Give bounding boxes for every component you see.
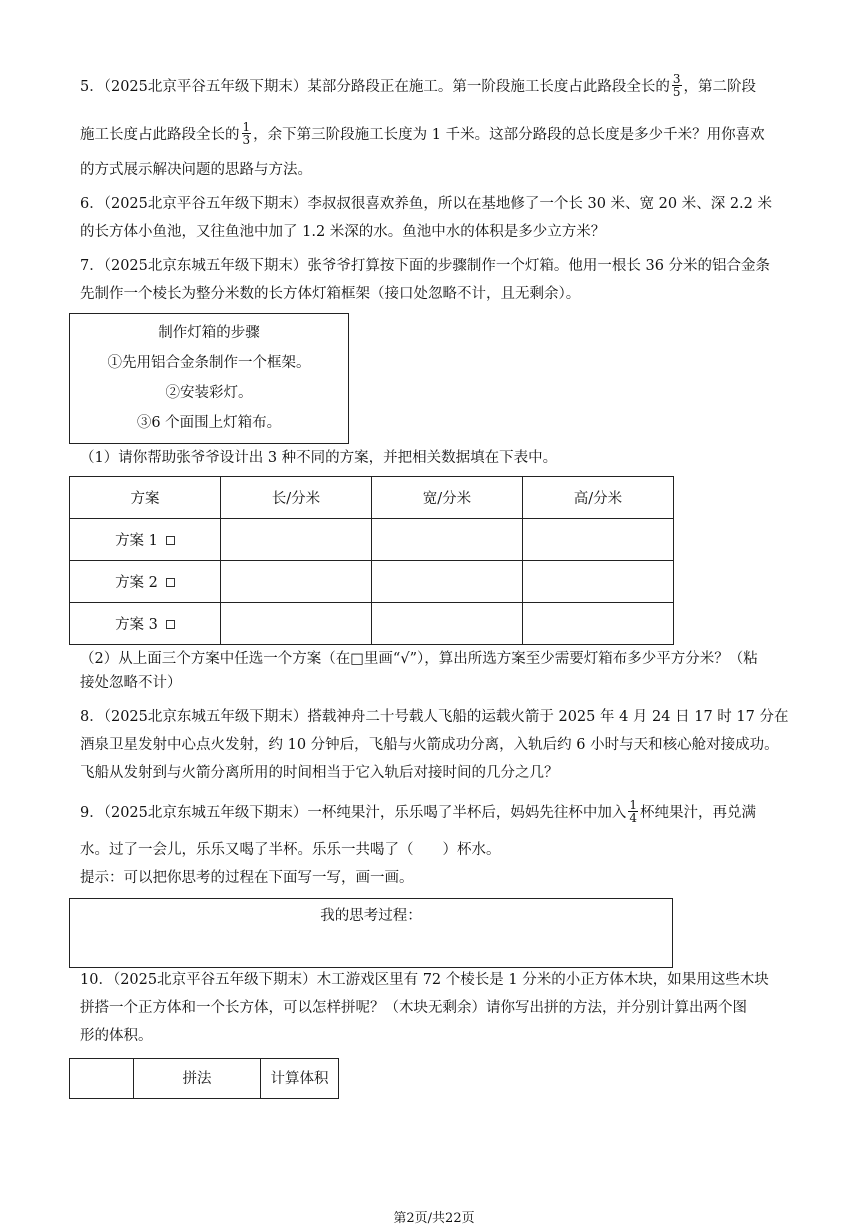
plan-3-label — [70, 603, 221, 645]
q7-text-2: 先制作一个棱长为整分米数的长方体灯箱框架（接口处忽略不计，且无剩余）。 — [80, 286, 581, 302]
q7-text-1: 7．（2025北京东城五年级下期末）张爷爷打算按下面的步骤制作一个灯箱。他用一根长 36 分米的铝合金条 — [80, 258, 771, 274]
plan-table-header-width: 宽/分米 — [371, 477, 522, 519]
stacking-table-header-volume: 计算体积 — [261, 1059, 339, 1099]
plan-2-text: 方案 2 — [115, 575, 158, 591]
plan-1-length-cell[interactable] — [220, 519, 371, 561]
question-7 — [80, 252, 792, 308]
q9-hint: 提示：可以把你思考的过程在下面写一写，画一画。 — [80, 870, 414, 886]
plan-3-width-cell[interactable] — [371, 603, 522, 645]
step-1: ①先用铝合金条制作一个框架。 — [107, 355, 311, 371]
plan-3-height-cell[interactable] — [522, 603, 673, 645]
table-row — [70, 561, 674, 603]
q8-text-3: 飞船从发射到与火箭分离所用的时间相当于它入轨后对接时间的几分之几？ — [80, 765, 559, 781]
plan-2-width-cell[interactable] — [371, 561, 522, 603]
q5-text-1b: ，第二阶段 — [683, 79, 757, 95]
table-row — [70, 519, 674, 561]
plan-table-header-length: 长/分米 — [220, 477, 371, 519]
q10-text-3: 形的体积。 — [80, 1028, 153, 1044]
plan-3-length-cell[interactable] — [220, 603, 371, 645]
q6-text-2: 的长方体小鱼池，又往鱼池中加了 1.2 米深的水。鱼池中水的体积是多少立方米？ — [80, 224, 606, 240]
thinking-process-box[interactable] — [69, 898, 673, 968]
steps-title: 制作灯箱的步骤 — [158, 325, 260, 341]
plan-table-header-plan: 方案 — [70, 477, 221, 519]
plan-1-height-cell[interactable] — [522, 519, 673, 561]
q9-text-1a: 9．（2025北京东城五年级下期末）一杯纯果汁，乐乐喝了半杯后，妈妈先往杯中加入 — [80, 805, 627, 821]
question-6 — [80, 190, 792, 246]
question-9 — [80, 798, 792, 892]
fraction-one-third: $\frac{1}{3}$ — [242, 119, 251, 147]
stacking-table-header-blank — [70, 1059, 134, 1099]
q7-sub-1-text: （1）请你帮助张爷爷设计出 3 种不同的方案，并把相关数据填在下表中。 — [80, 450, 558, 466]
q9-text-1b: 杯纯果汁，再兑满 — [640, 805, 757, 821]
q10-text-1: 10．（2025北京平谷五年级下期末）木工游戏区里有 72 个棱长是 1 分米的小正方体木块，如果用这些木块 — [80, 972, 769, 988]
plan-1-width-cell[interactable] — [371, 519, 522, 561]
plan-2-label — [70, 561, 221, 603]
plan-1-text: 方案 1 — [115, 533, 158, 549]
q9-text-2: 水。过了一会儿，乐乐又喝了半杯。乐乐一共喝了（ ）杯水。 — [80, 842, 501, 858]
q8-text-2: 酒泉卫星发射中心点火发射，约 10 分钟后，飞船与火箭成功分离，入轨后约 6 小时与天和核心舱对接成功。 — [80, 737, 779, 753]
stacking-table-header-method: 拼法 — [134, 1059, 261, 1099]
table-row — [70, 603, 674, 645]
q7-sub-2-text-2: 接处忽略不计） — [80, 675, 182, 691]
q10-text-2: 拼搭一个正方体和一个长方体，可以怎样拼呢？（木块无剩余）请你写出拼的方法，并分别计算出两个图 — [80, 1000, 747, 1016]
step-3: ③6 个面围上灯箱布。 — [136, 415, 282, 431]
question-8 — [80, 703, 792, 787]
q5-text-3: 的方式展示解决问题的思路与方法。 — [80, 162, 312, 178]
fraction-one-quarter: $\frac{1}{4}$ — [629, 797, 638, 825]
plan-3-checkbox[interactable] — [166, 620, 175, 629]
q7-sub-2 — [80, 645, 792, 697]
plan-2-checkbox[interactable] — [166, 578, 175, 587]
q5-text-1a: 5．（2025北京平谷五年级下期末）某部分路段正在施工。第一阶段施工长度占此路段全长的 — [80, 79, 670, 95]
q7-sub-1 — [80, 444, 792, 472]
q7-sub-2-text-1: （2）从上面三个方案中任选一个方案（在□里画“√”），算出所选方案至少需要灯箱布多少平方分米？（粘 — [80, 651, 758, 667]
page-footer: 第2页/共22页 — [393, 1211, 475, 1226]
fraction-three-fifths: $\frac{3}{5}$ — [672, 71, 681, 99]
plan-2-height-cell[interactable] — [522, 561, 673, 603]
q6-text-1: 6．（2025北京平谷五年级下期末）李叔叔很喜欢养鱼，所以在基地修了一个长 30 米、宽 20 米、深 2.2 米 — [80, 196, 772, 212]
plan-1-checkbox[interactable] — [166, 536, 175, 545]
lightbox-steps-box — [69, 313, 349, 444]
plan-table-header-height: 高/分米 — [522, 477, 673, 519]
plan-3-text: 方案 3 — [115, 617, 158, 633]
step-2: ②安装彩灯。 — [165, 385, 253, 401]
question-10 — [80, 966, 792, 1050]
q5-text-2b: ，余下第三阶段施工长度为 1 千米。这部分路段的总长度是多少千米？用你喜欢 — [253, 127, 765, 143]
thinking-box-title: 我的思考过程： — [320, 908, 422, 924]
plan-2-length-cell[interactable] — [220, 561, 371, 603]
stacking-table — [69, 1058, 339, 1099]
plan-1-label — [70, 519, 221, 561]
plan-table — [69, 476, 674, 645]
q8-text-1: 8．（2025北京东城五年级下期末）搭载神舟二十号载人飞船的运载火箭于 2025 年 4 月 24 日 17 时 17 分在 — [80, 709, 789, 725]
question-5 — [80, 72, 792, 184]
q5-text-2a: 施工长度占此路段全长的 — [80, 127, 240, 143]
